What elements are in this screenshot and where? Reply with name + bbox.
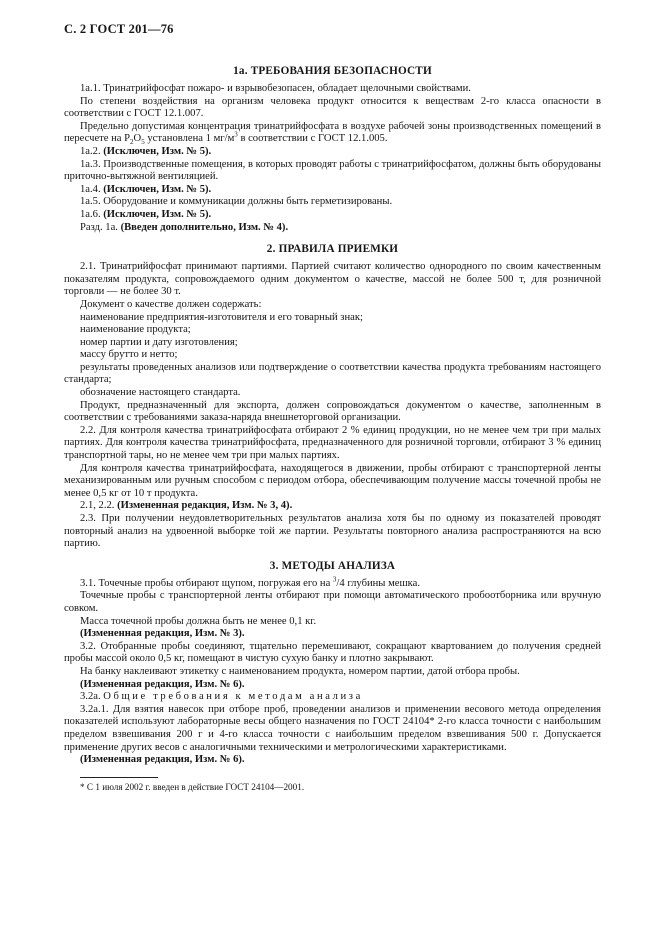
paragraph: 1а.6. (Исключен, Изм. № 5). (80, 208, 212, 220)
paragraph: 1а.2. (Исключен, Изм. № 5). (80, 145, 212, 157)
section-analysis-methods (64, 560, 601, 767)
paragraph-concentration: Предельно допустимая концентрация тринатрийфосфата в воздухе рабочей зоны производственных помещений в пересчете на $P_2O_5$ установлена 1 $мг/м^3$ в соответствии с ГОСТ 12.1.005. (64, 120, 601, 147)
paragraph: 2.1, 2.2. (Измененная редакция, Изм. № 3, 4). (80, 500, 293, 512)
paragraph: Для контроля качества тринатрийфосфата, находящегося в движении, пробы отбирают с транспортерной ленты механизированным или ручным способом с периодом отбора, обеспечивающим получение массы точечной пробы не менее 0,5 кг от 10 т продукта. (64, 462, 601, 499)
list-item: наименование продукта; (80, 324, 191, 336)
footnote-divider (80, 777, 158, 778)
paragraph: (Измененная редакция, Изм. № 6). (80, 754, 245, 766)
page-header: С. 2 ГОСТ 201—76 (64, 22, 174, 36)
section-heading-2: 2. ПРАВИЛА ПРИЕМКИ (266, 243, 399, 256)
paragraph: Продукт, предназначенный для экспорта, должен сопровождаться документом о качестве, заполненным в соответствии с требованиями заказа-наряда внешнеторговой организации. (64, 399, 601, 424)
paragraph: 2.2. Для контроля качества тринатрийфосфата отбирают 2 % единиц продукции, но не менее чем три при малых партиях. Для контроля качества тринатрийфосфата, предназначенного для розничной торговли, отбирают 3 % единиц транспортной тары, но не менее чем три при малых партиях. (64, 424, 601, 462)
list-item: наименование предприятия-изготовителя и его товарный знак; (80, 311, 363, 323)
paragraph: 2.1. Тринатрийфосфат принимают партиями. Партией считают количество однородного по своим качественным показателям продукта, сопровождаемого одним документом о качестве, массой не более 500 т, для розничной торговли — не более 30 т. (64, 261, 601, 298)
section-heading-3: 3. МЕТОДЫ АНАЛИЗА (269, 559, 396, 572)
paragraph: 1а.3. Производственные помещения, в которых проводят работы с тринатрийфосфатом, должны быть оборудованы приточно-вытяжной вентиляцией. (64, 158, 601, 183)
paragraph: Документ о качестве должен содержать: (80, 298, 262, 310)
paragraph: 3.1. Точечные пробы отбирают щупом, погружая его на $^3$/4 глубины мешка. (80, 575, 420, 589)
paragraph: 2.3. При получении неудовлетворительных результатов анализа хотя бы по одному из показателей проводят повторный анализ на удвоенной выборке той же партии. Результаты повторного анализа распространяются на всю партию. (64, 513, 601, 550)
paragraph: (Измененная редакция, Изм. № 3). (80, 628, 245, 640)
list-item: номер партии и дату изготовления; (80, 336, 238, 348)
list-item: обозначение настоящего стандарта. (80, 387, 241, 399)
paragraph: Разд. 1а. (Введен дополнительно, Изм. № 4). (80, 221, 289, 233)
paragraph: 3.2. Отобранные пробы соединяют, тщательно перемешивают, сокращают квартованием до получения средней пробы массой около 0,5 кг, помещают в чистую сухую банку и плотно закрывают. (64, 640, 601, 665)
list-item: результаты проведенных анализов или подтверждение о соответствии качества продукта требованиям настоящего стандарта; (64, 361, 601, 386)
section-heading-1a: 1а. ТРЕБОВАНИЯ БЕЗОПАСНОСТИ (233, 65, 432, 77)
paragraph: 1а.4. (Исключен, Изм. № 5). (80, 183, 212, 195)
subsection-title: 3.2а. Общие требования к методам анализа (80, 691, 363, 703)
paragraph: По степени воздействия на организм человека продукт относится к веществам 2-го класса опасности в соответствии с ГОСТ 12.1.007. (64, 95, 601, 120)
paragraph: Точечные пробы с транспортерной ленты отбирают при помощи автоматического пробоотборника или вручную совком. (64, 590, 601, 614)
paragraph: 1а.1. Тринатрийфосфат пожаро- и взрывобезопасен, обладает щелочными свойствами. (80, 83, 471, 94)
list-item: массу брутто и нетто; (80, 349, 178, 361)
section-acceptance-rules (64, 243, 601, 551)
paragraph: 3.2а.1. Для взятия навесок при отборе проб, проведении анализов и применении весового метода определения показателей используют лабораторные весы общего назначения по ГОСТ 24104* 2-го класса точности с наибольшим пределом взвешивания 200 г и 4-го класса точности с наибольшим пределом взвешивания 500 г. Допускается применение других весов с аналогичными техническими и метрологическими характеристиками. (64, 703, 601, 753)
paragraph: На банку наклеивают этикетку с наименованием продукта, номером партии, датой отбора пробы. (80, 665, 520, 677)
paragraph: Масса точечной пробы должна быть не менее 0,1 кг. (80, 615, 317, 627)
paragraph: (Измененная редакция, Изм. № 6). (80, 678, 245, 690)
section-safety-requirements (64, 65, 601, 234)
paragraph: 1а.5. Оборудование и коммуникации должны быть герметизированы. (80, 196, 393, 208)
footnote: * С 1 июля 2002 г. введен в действие ГОСТ 24104—2001. (80, 781, 305, 792)
